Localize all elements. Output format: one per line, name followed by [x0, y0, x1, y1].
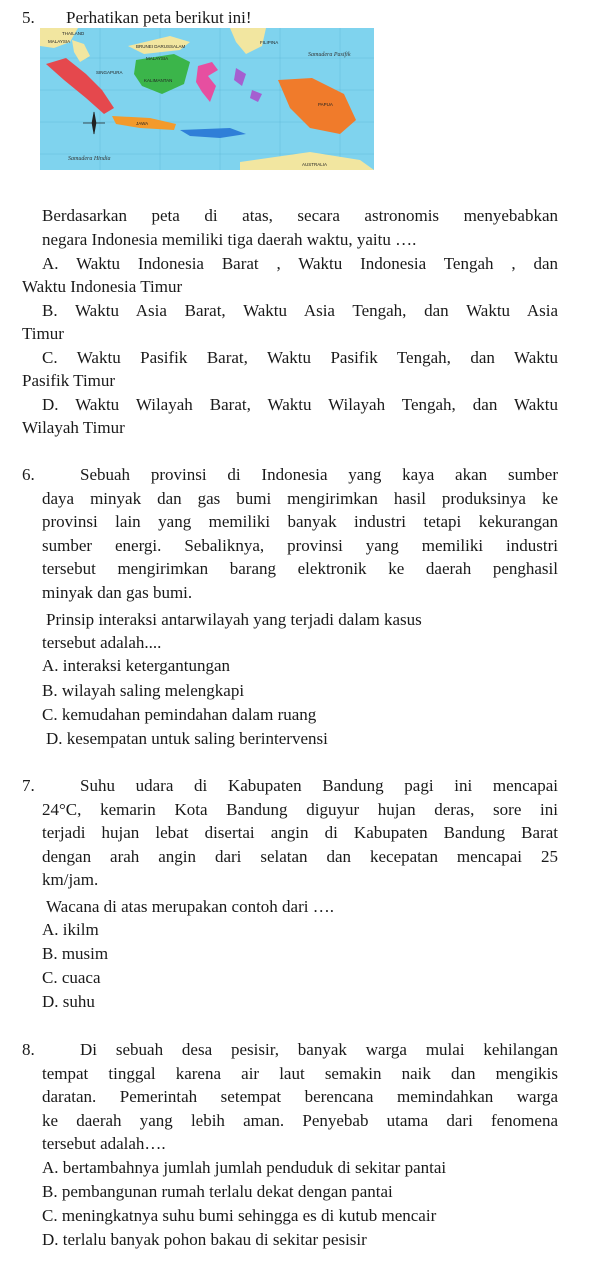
question-8-stem-line: Di sebuah desa pesisir, banyak warga mulai kehilangan	[80, 1040, 558, 1059]
map-label-papua: PAPUA	[318, 102, 333, 107]
option-5b[interactable]: B. Waktu Asia Barat, Waktu Asia Tengah, dan Waktu Asia	[42, 301, 558, 320]
option-5a[interactable]: A. Waktu Indonesia Barat , Waktu Indonesia Tengah , dan	[42, 254, 558, 273]
option-6b[interactable]: B. wilayah saling melengkapi	[42, 681, 245, 700]
option-6d[interactable]: D. kesempatan untuk saling berintervensi	[46, 729, 328, 748]
option-8b[interactable]: B. pembangunan rumah terlalu dekat dengan pantai	[42, 1182, 393, 1201]
question-6-stem-line: minyak dan gas bumi.	[42, 583, 193, 602]
question-5-stem-line: negara Indonesia memiliki tiga daerah waktu, yaitu ….	[42, 230, 417, 249]
question-5-stem-line: Berdasarkan peta di atas, secara astronomis menyebabkan	[42, 206, 558, 225]
map-label-jawa: JAWA	[136, 121, 149, 126]
map-label-malaysia-top: MALAYSIA	[48, 39, 71, 44]
map-label-singapura: SINGAPURA	[96, 70, 123, 75]
map-label-samudra-hindia: Samudera Hindia	[68, 156, 111, 162]
question-8-stem-line: daratan. Pemerintah setempat berencana memindahkan warga	[42, 1087, 558, 1106]
indonesia-map	[40, 28, 374, 170]
question-8-stem-line: tersebut adalah….	[42, 1134, 166, 1153]
question-8-stem-line: tempat tinggal karena air laut semakin naik dan mengikis	[42, 1064, 558, 1083]
question-5-number: 5.	[22, 8, 35, 27]
question-7-stem-line: Suhu udara di Kabupaten Bandung pagi ini mencapai	[80, 776, 558, 795]
option-5d-cont: Wilayah Timur	[22, 418, 125, 437]
question-6-number: 6.	[22, 465, 35, 484]
map-label-samudra-pasifik: Samudera Pasifik	[308, 52, 351, 58]
question-7-stem-line: terjadi hujan lebat disertai angin di Kabupaten Bandung Barat	[42, 823, 558, 842]
option-7a[interactable]: A. ikilm	[42, 920, 99, 939]
question-7-stem-line: 24°C, kemarin Kota Bandung diguyur hujan deras, sore ini	[42, 800, 558, 819]
option-6a[interactable]: A. interaksi ketergantungan	[42, 656, 231, 675]
option-7b[interactable]: B. musim	[42, 944, 109, 963]
map-label-malaysia-mid: MALAYSIA	[146, 56, 169, 61]
map-label-kalimantan: KALIMANTAN	[144, 78, 173, 83]
option-6c[interactable]: C. kemudahan pemindahan dalam ruang	[42, 705, 317, 724]
question-6-stem-line: sumber energi. Sebaliknya, provinsi yang memiliki industri	[42, 536, 558, 555]
question-6-stem-line: tersebut adalah....	[42, 633, 162, 652]
question-7-stem-line: dengan arah angin dari selatan dan kecepatan mencapai 25	[42, 847, 558, 866]
option-8c[interactable]: C. meningkatnya suhu bumi sehingga es di kutub mencair	[42, 1206, 437, 1225]
question-6-stem-line: provinsi lain yang memiliki banyak industri tetapi kekurangan	[42, 512, 558, 531]
question-6-stem-line: Sebuah provinsi di Indonesia yang kaya akan sumber	[80, 465, 558, 484]
question-7-stem-line: km/jam.	[42, 870, 99, 889]
option-7d[interactable]: D. suhu	[42, 992, 95, 1011]
question-6-stem-line: daya minyak dan gas bumi mengirimkan hasil produksinya ke	[42, 489, 558, 508]
map-label-filipina: FILIPINA	[260, 40, 279, 45]
option-5b-cont: Timur	[22, 324, 64, 343]
option-5c-cont: Pasifik Timur	[22, 371, 116, 390]
option-5c[interactable]: C. Waktu Pasifik Barat, Waktu Pasifik Tengah, dan Waktu	[42, 348, 558, 367]
question-6-stem-line: tersebut mengirimkan barang elektronik ke daerah penghasil	[42, 559, 558, 578]
option-8a[interactable]: A. bertambahnya jumlah jumlah penduduk di sekitar pantai	[42, 1158, 447, 1177]
map-label-australia: AUSTRALIA	[302, 162, 328, 167]
option-7c[interactable]: C. cuaca	[42, 968, 101, 987]
question-8-number: 8.	[22, 1040, 35, 1059]
option-5a-cont: Waktu Indonesia Timur	[22, 277, 183, 296]
map-label-thailand: THAILAND	[62, 31, 85, 36]
question-7-stem-line: Wacana di atas merupakan contoh dari ….	[46, 897, 334, 916]
option-8d[interactable]: D. terlalu banyak pohon bakau di sekitar pesisir	[42, 1230, 367, 1249]
option-5d[interactable]: D. Waktu Wilayah Barat, Waktu Wilayah Tengah, dan Waktu	[42, 395, 558, 414]
question-5-intro: Perhatikan peta berikut ini!	[66, 8, 252, 27]
question-8-stem-line: ke daerah yang lebih aman. Penyebab utama dari fenomena	[42, 1111, 558, 1130]
question-7-number: 7.	[22, 776, 35, 795]
map-label-brunei: BRUNEI DARUSSALAM	[136, 44, 186, 49]
question-6-stem-line: Prinsip interaksi antarwilayah yang terjadi dalam kasus	[46, 610, 422, 629]
